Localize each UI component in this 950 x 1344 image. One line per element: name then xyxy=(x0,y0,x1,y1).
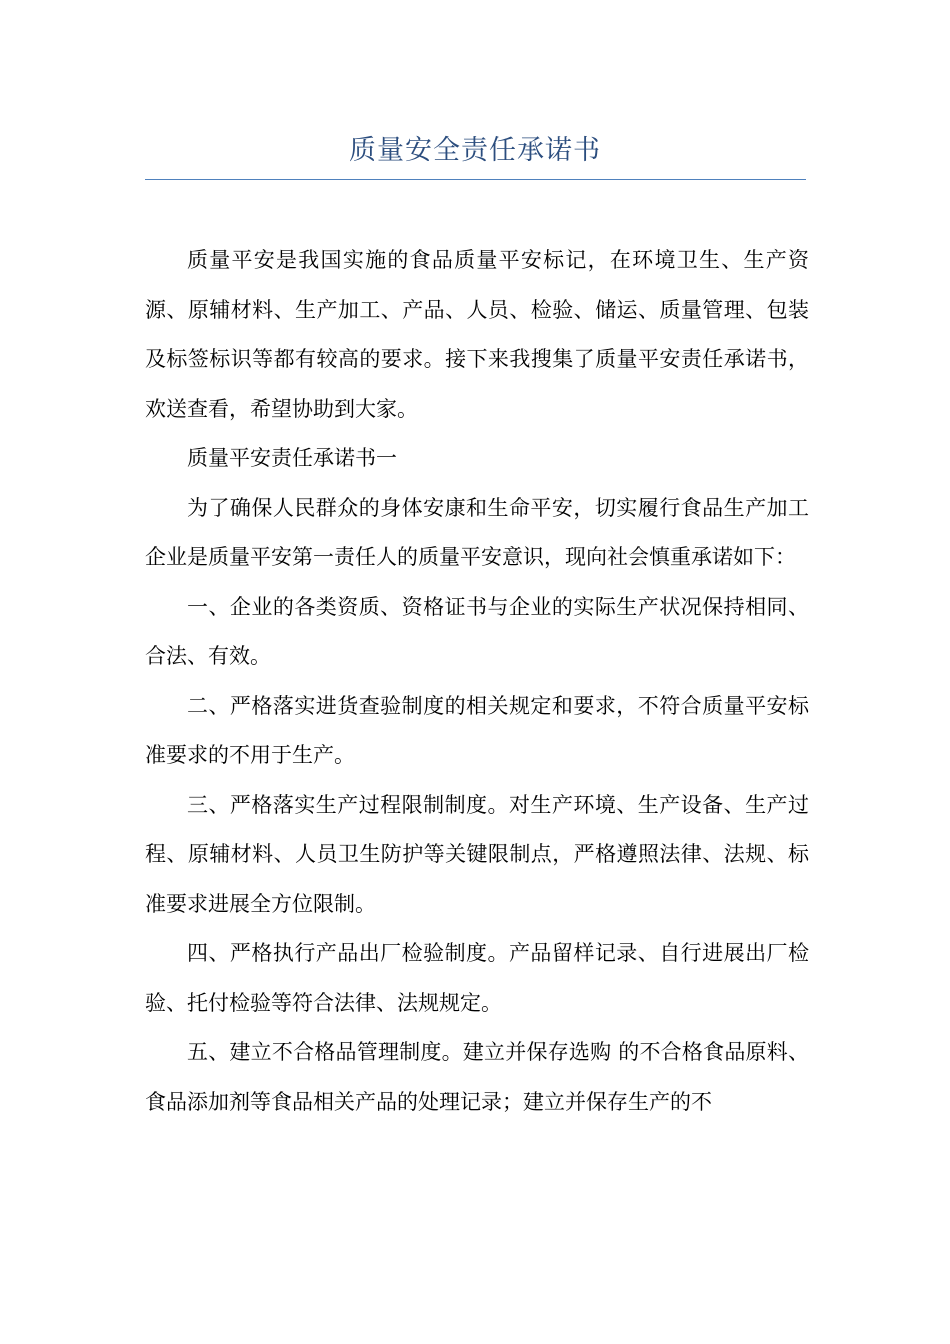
document-body xyxy=(145,236,809,1127)
title-underline xyxy=(145,179,806,180)
paragraph-item-5: 五、建立不合格品管理制度。建立并保存选购 的不合格食品原料、食品添加剂等食品相关产品的处理记录；建立并保存生产的不 xyxy=(145,1040,809,1114)
paragraph-section-heading: 质量平安责任承诺书一 xyxy=(187,446,397,470)
paragraph-preamble: 为了确保人民群众的身体安康和生命平安，切实履行食品生产加工企业是质量平安第一责任人的质量平安意识，现向社会慎重承诺如下： xyxy=(145,495,809,569)
document-title: 质量安全责任承诺书 xyxy=(349,135,601,166)
paragraph-item-1: 一、企业的各类资质、资格证书与企业的实际生产状况保持相同、合法、有效。 xyxy=(145,594,809,668)
paragraph-item-4: 四、严格执行产品出厂检验制度。产品留样记录、自行进展出厂检验、托付检验等符合法律、法规规定。 xyxy=(145,941,809,1015)
paragraph-intro: 质量平安是我国实施的食品质量平安标记，在环境卫生、生产资源、原辅材料、生产加工、产品、人员、检验、储运、质量管理、包装及标签标识等都有较高的要求。接下来我搜集了质量平安责任承诺书，欢送查看，希望协助到大家。 xyxy=(145,248,809,421)
paragraph-item-2: 二、严格落实进货查验制度的相关规定和要求，不符合质量平安标准要求的不用于生产。 xyxy=(145,693,809,767)
paragraph-item-3: 三、严格落实生产过程限制制度。对生产环境、生产设备、生产过程、原辅材料、人员卫生防护等关键限制点，严格遵照法律、法规、标准要求进展全方位限制。 xyxy=(145,792,809,916)
